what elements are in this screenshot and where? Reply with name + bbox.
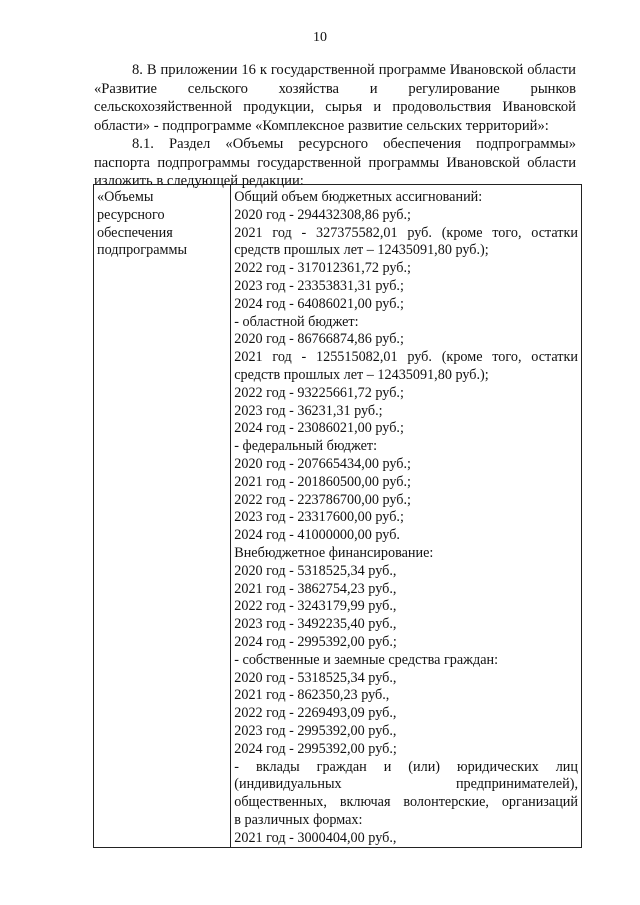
funding-line: общественных, включая волонтерские, организаций bbox=[234, 794, 578, 811]
resource-provision-table bbox=[93, 184, 582, 848]
amendment-paragraph-8-1: 8.1. Раздел «Объемы ресурсного обеспечения подпрограммы» паспорта подпрограммы государственной программы Ивановской области изложить в следующей редакции: bbox=[94, 136, 576, 189]
funding-details-cell bbox=[231, 185, 582, 848]
funding-line: 2020 год - 86766874,86 руб.; bbox=[234, 331, 404, 348]
funding-line: 2023 год - 23353831,31 руб.; bbox=[234, 277, 404, 294]
section-label-line: ресурсного bbox=[97, 206, 165, 223]
funding-line: 2021 год - 125515082,01 руб. (кроме того, остатки bbox=[234, 349, 578, 366]
funding-line: 2020 год - 294432308,86 руб.; bbox=[234, 206, 412, 223]
funding-line: 2024 год - 23086021,00 руб.; bbox=[234, 420, 404, 437]
funding-line: 2023 год - 2995392,00 руб., bbox=[234, 722, 397, 739]
funding-line: - областной бюджет: bbox=[234, 313, 359, 330]
funding-line: 2022 год - 2269493,09 руб., bbox=[234, 705, 397, 722]
funding-line: - вклады граждан и (или) юридических лиц bbox=[234, 758, 578, 775]
funding-line: 2023 год - 3492235,40 руб., bbox=[234, 616, 397, 633]
funding-line: 2022 год - 3243179,99 руб., bbox=[234, 598, 397, 615]
funding-line: 2020 год - 207665434,00 руб.; bbox=[234, 455, 412, 472]
funding-line: 2021 год - 201860500,00 руб.; bbox=[234, 473, 412, 490]
funding-line: 2021 год - 327375582,01 руб. (кроме того, остатки bbox=[234, 224, 578, 241]
table-row bbox=[94, 185, 582, 848]
funding-line: 2023 год - 23317600,00 руб.; bbox=[234, 509, 404, 526]
funding-line: средств прошлых лет – 12435091,80 руб.); bbox=[234, 242, 489, 259]
funding-line: - федеральный бюджет: bbox=[234, 438, 378, 455]
funding-line: 2022 год - 223786700,00 руб.; bbox=[234, 491, 412, 508]
funding-line: 2021 год - 862350,23 руб., bbox=[234, 687, 390, 704]
funding-line: 2023 год - 36231,31 руб.; bbox=[234, 402, 383, 419]
funding-line: 2024 год - 2995392,00 руб.; bbox=[234, 633, 397, 650]
amendment-paragraph-8: 8. В приложении 16 к государственной программе Ивановской области «Развитие сельского хозяйства и регулирование рынков сельскохозяйственной продукции, сырья и продовольствия Ивановской области» - подпрограмме «Комплексное развитие сельских территорий»: bbox=[94, 62, 576, 134]
funding-line: средств прошлых лет – 12435091,80 руб.); bbox=[234, 366, 489, 383]
funding-line: 2024 год - 2995392,00 руб.; bbox=[234, 740, 397, 757]
amendment-text bbox=[94, 61, 576, 191]
funding-line: 2020 год - 5318525,34 руб., bbox=[234, 562, 397, 579]
funding-line: 2020 год - 5318525,34 руб., bbox=[234, 669, 397, 686]
funding-line: 2024 год - 64086021,00 руб.; bbox=[234, 295, 404, 312]
funding-line: Внебюджетное финансирование: bbox=[234, 544, 434, 561]
section-label-line: обеспечения bbox=[97, 224, 173, 241]
section-label-line: «Объемы bbox=[97, 189, 154, 205]
page-number: 10 bbox=[313, 30, 327, 45]
section-label-cell bbox=[94, 185, 231, 848]
funding-line: Общий объем бюджетных ассигнований: bbox=[234, 189, 483, 205]
funding-line: в различных формах: bbox=[234, 811, 363, 828]
funding-line: - собственные и заемные средства граждан: bbox=[234, 651, 499, 668]
section-label-line: подпрограммы bbox=[97, 242, 187, 259]
funding-line: 2022 год - 317012361,72 руб.; bbox=[234, 260, 412, 277]
funding-line: 2021 год - 3000404,00 руб., bbox=[234, 829, 397, 846]
funding-line: 2021 год - 3862754,23 руб., bbox=[234, 580, 397, 597]
funding-line: (индивидуальных предпринимателей), bbox=[234, 776, 578, 793]
funding-line: 2024 год - 41000000,00 руб. bbox=[234, 527, 400, 544]
funding-line: 2022 год - 93225661,72 руб.; bbox=[234, 384, 404, 401]
